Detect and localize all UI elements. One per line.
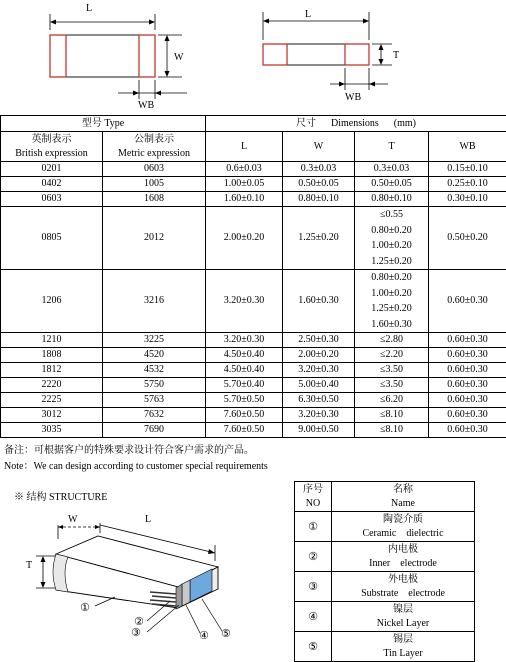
legend-number: ④ (295, 602, 332, 632)
w-value-cell: 3.20±0.30 (283, 363, 355, 378)
column-t-header: T (355, 132, 429, 162)
british-expression-cell: 3035 (1, 423, 103, 438)
top-view-label-l: L (86, 3, 93, 14)
legend-name-header-cn: 名称 (393, 483, 413, 495)
callout-4: ④ (199, 629, 209, 642)
british-expression-cell: 1210 (1, 333, 103, 348)
legend-name-cn: 陶瓷介质 (383, 513, 423, 525)
t-value-cell (355, 333, 429, 348)
metric-expression-cell: 1608 (103, 192, 206, 207)
legend-name-en: Inner electrode (369, 557, 437, 569)
legend-name (332, 572, 475, 602)
british-expression-cell: 1808 (1, 348, 103, 363)
british-expression-cn: 英制表示 (31, 133, 72, 145)
t-value-line: 0.80±0.10 (371, 193, 412, 204)
w-value-cell: 0.50±0.05 (283, 177, 355, 192)
side-view-label-l: L (305, 9, 312, 20)
l-value-cell: 7.60±0.50 (206, 423, 283, 438)
w-value-cell: 5.00±0.40 (283, 378, 355, 393)
legend-name-en: Tin Layer (383, 647, 423, 659)
legend-name-en: Ceramic dielectric (362, 527, 444, 539)
table-row (1, 207, 506, 270)
wb-value-cell: 0.60±0.30 (429, 378, 506, 393)
t-value-cell (355, 423, 429, 438)
w-value-cell: 6.30±0.50 (283, 393, 355, 408)
column-wb-header: WB (429, 132, 506, 162)
british-expression-cell: 0402 (1, 177, 103, 192)
w-value-cell: 1.60±0.30 (283, 270, 355, 333)
metric-expression-cell: 3225 (103, 333, 206, 348)
table-row (1, 162, 506, 177)
legend-row (295, 542, 475, 572)
w-value-cell: 2.50±0.30 (283, 333, 355, 348)
legend-number: ③ (295, 572, 332, 602)
table-row (1, 423, 506, 438)
legend-number: ① (295, 512, 332, 542)
l-value-cell: 7.60±0.50 (206, 408, 283, 423)
t-value-line: ≤0.55 (380, 209, 404, 220)
l-value-cell: 3.20±0.30 (206, 333, 283, 348)
structure-legend-table (294, 481, 475, 662)
metric-expression-cell: 0603 (103, 162, 206, 177)
british-expression-cell: 0201 (1, 162, 103, 177)
table-row (1, 192, 506, 207)
t-value-cell (355, 363, 429, 378)
l-value-cell: 4.50±0.40 (206, 348, 283, 363)
structure-label-l: L (145, 514, 152, 525)
column-l-header: L (206, 132, 283, 162)
structure-title: ※ 结构 STRUCTURE (14, 492, 108, 503)
british-expression-cell: 1206 (1, 270, 103, 333)
t-value-cell (355, 192, 429, 207)
table-row (1, 363, 506, 378)
t-value-line: ≤3.50 (380, 379, 404, 390)
table-row (1, 270, 506, 333)
table-row (1, 378, 506, 393)
metric-expression-cn: 公制表示 (134, 133, 174, 145)
side-view-label-wb: WB (345, 92, 362, 103)
legend-name-header (332, 482, 475, 512)
t-value-cell (355, 162, 429, 177)
legend-name-cn: 外电极 (388, 573, 418, 585)
t-value-cell (355, 408, 429, 423)
l-value-cell: 2.00±0.20 (206, 207, 283, 270)
legend-name-cn: 内电极 (388, 543, 418, 555)
side-view-diagram (263, 9, 399, 103)
callout-1: ① (80, 601, 90, 614)
legend-row (295, 572, 475, 602)
l-value-cell: 4.50±0.40 (206, 363, 283, 378)
legend-name (332, 632, 475, 662)
l-value-cell: 1.00±0.05 (206, 177, 283, 192)
legend-row (295, 602, 475, 632)
wb-value-cell: 0.50±0.20 (429, 207, 506, 270)
legend-no-header-en: NO (305, 497, 321, 509)
t-value-cell (355, 207, 429, 270)
t-value-line: 1.00±0.20 (371, 287, 412, 299)
wb-value-cell: 0.30±0.10 (429, 192, 506, 207)
metric-expression-cell: 5763 (103, 393, 206, 408)
nickel-layer-shape (182, 580, 190, 606)
british-expression-cell: 2220 (1, 378, 103, 393)
metric-expression-cell: 7690 (103, 423, 206, 438)
legend-row (295, 632, 475, 662)
table-row (1, 177, 506, 192)
t-value-line: 1.25±0.20 (371, 303, 412, 314)
british-expression-en: British expression (15, 147, 88, 159)
t-value-line: 0.50±0.05 (371, 178, 412, 189)
legend-name-header-en: Name (391, 497, 415, 509)
l-value-cell: 5.70±0.40 (206, 378, 283, 393)
metric-expression-cell: 1005 (103, 177, 206, 192)
t-value-cell (355, 177, 429, 192)
british-expression-header (1, 132, 103, 162)
t-value-line: ≤8.10 (380, 409, 404, 420)
w-value-cell: 2.00±0.20 (283, 348, 355, 363)
metric-expression-cell: 2012 (103, 207, 206, 270)
wb-value-cell: 0.60±0.30 (429, 348, 506, 363)
metric-expression-cell: 4532 (103, 363, 206, 378)
wb-value-cell: 0.60±0.30 (429, 363, 506, 378)
legend-name (332, 542, 475, 572)
t-value-cell (355, 378, 429, 393)
british-expression-cell: 0603 (1, 192, 103, 207)
wb-value-cell: 0.60±0.30 (429, 393, 506, 408)
top-view-label-wb: WB (138, 100, 155, 111)
t-value-line: 0.3±0.03 (373, 163, 410, 174)
t-value-cell (355, 393, 429, 408)
w-value-cell: 9.00±0.50 (283, 423, 355, 438)
l-value-cell: 3.20±0.30 (206, 270, 283, 333)
t-value-line: 0.80±0.20 (371, 224, 412, 236)
callout-3: ③ (131, 626, 141, 639)
metric-expression-cell: 5750 (103, 378, 206, 393)
note-english: Note：We can design according to customer special requirements (4, 461, 268, 472)
l-value-cell: 0.6±0.03 (206, 162, 283, 177)
metric-expression-header (103, 132, 206, 162)
legend-name-en: Nickel Layer (376, 617, 430, 629)
metric-expression-cell: 7632 (103, 408, 206, 423)
t-value-line: 1.25±0.20 (371, 255, 412, 267)
l-value-cell: 5.70±0.50 (206, 393, 283, 408)
british-expression-cell: 3012 (1, 408, 103, 423)
wb-value-cell: 0.25±0.10 (429, 177, 506, 192)
t-value-cell (355, 270, 429, 333)
top-view-diagram (50, 3, 187, 111)
wb-value-cell: 0.60±0.30 (429, 408, 506, 423)
wb-value-cell: 0.60±0.30 (429, 423, 506, 438)
side-view-label-t: T (393, 50, 400, 61)
t-value-line: 0.80±0.20 (371, 272, 412, 283)
wb-value-cell: 0.60±0.30 (429, 270, 506, 333)
w-value-cell: 0.3±0.03 (283, 162, 355, 177)
legend-number: ⑤ (295, 632, 332, 662)
british-expression-cell: 1812 (1, 363, 103, 378)
callout-5: ⑤ (221, 627, 231, 640)
t-value-cell (355, 348, 429, 363)
t-value-line: ≤3.50 (380, 364, 404, 375)
w-value-cell: 1.25±0.20 (283, 207, 355, 270)
l-value-cell: 1.60±0.10 (206, 192, 283, 207)
t-value-line: ≤2.80 (380, 334, 404, 345)
british-expression-cell: 0805 (1, 207, 103, 270)
legend-name-en: Substrate electrode (361, 587, 445, 599)
note-chinese: 备注：可根据客户的特殊要求设计符合客户需求的产品。 (4, 445, 254, 456)
legend-name (332, 512, 475, 542)
wb-value-cell: 0.15±0.10 (429, 162, 506, 177)
legend-number: ② (295, 542, 332, 572)
dimensions-table (0, 115, 506, 438)
table-row (1, 408, 506, 423)
column-w-header: W (283, 132, 355, 162)
legend-no-header-cn: 序号 (303, 483, 323, 495)
legend-name-cn: 锡层 (393, 633, 413, 645)
wb-value-cell: 0.60±0.30 (429, 333, 506, 348)
dimension-diagrams (0, 0, 506, 112)
t-value-line: 1.00±0.20 (371, 240, 412, 251)
metric-expression-cell: 3216 (103, 270, 206, 333)
metric-expression-cell: 4520 (103, 348, 206, 363)
legend-name (332, 602, 475, 632)
type-header: 型号 Type (1, 116, 206, 132)
t-value-line: 1.60±0.30 (371, 318, 412, 330)
structure-diagram (0, 505, 290, 662)
t-value-line: ≤2.20 (380, 349, 404, 360)
t-value-line: ≤8.10 (380, 424, 404, 435)
structure-label-w: W (68, 514, 78, 525)
w-value-cell: 3.20±0.30 (283, 408, 355, 423)
w-value-cell: 0.80±0.10 (283, 192, 355, 207)
metric-expression-en: Metric expression (118, 147, 190, 159)
top-view-label-w: W (174, 52, 184, 63)
callout-2: ② (134, 615, 144, 628)
legend-no-header (295, 482, 332, 512)
t-value-line: ≤6.20 (380, 394, 404, 405)
table-row (1, 348, 506, 363)
british-expression-cell: 2225 (1, 393, 103, 408)
table-row (1, 333, 506, 348)
legend-name-cn: 镍层 (393, 603, 413, 615)
structure-label-t: T (26, 560, 33, 571)
dimensions-header: 尺寸 Dimensions (mm) (206, 116, 506, 132)
table-row (1, 393, 506, 408)
legend-row (295, 512, 475, 542)
